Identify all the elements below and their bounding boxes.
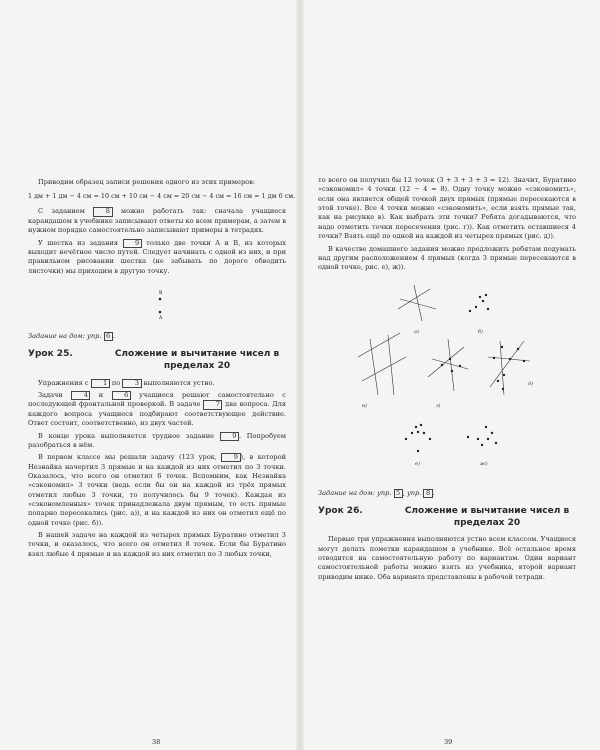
two-points-figure	[126, 284, 186, 324]
exercise-box: 8	[93, 207, 112, 216]
exercise-box: 3	[122, 379, 141, 388]
first-class-paragraph: В первом классе мы решали задачу (123 урок, 9 ), в которой Незнайка начертил 3 прямые и на каждой из них отметил по 3 точки. Оказалось, что всего он отметил 6 точек. Вспомним, как Незнайка «сэкономил» 3 точки (ведь если бы он на каждой из трёх прямых отметил любые 3 точки, то получилось бы 9 точек). Каждая из «сэкономленных» точек принадлежала двум прямым, то есть прямые попарно пересекались (рис. а)), и на каждой из них он отметил ещё по одной точке (рис. б)).	[28, 453, 286, 527]
intro-paragraph: Приводим образец записи решения одного из этих примеров:	[38, 178, 256, 186]
figure-v	[358, 333, 406, 395]
tasks-paragraph: Задачи 4 и 6 учащиеся решают самостоятельно с последующей фронтальной проверкой. В задаче 7 два вопроса. Для каждого вопроса учащиеся подбирают соответствующее действие. Ответ состоит, соответственно, из двух частей.	[28, 391, 286, 428]
exercise-box: 1	[91, 379, 110, 388]
homework-suggestion-paragraph: В качестве домашнего задания можно предложить ребятам подумать над другим расположением 4 прямых (когда 3 прямые пересекаются в одной точке, рис. е), ж)).	[318, 244, 576, 272]
homework-line: Задание на дом: упр. 5 , упр. 8 .	[318, 488, 435, 497]
exercises-paragraph: Упражнения с 1 по 3 выполняются устно.	[38, 378, 215, 387]
figure-g	[428, 339, 468, 391]
point-label-b: B	[159, 290, 163, 296]
sample-equation: 1 дм + 1 дм − 4 см = 10 см + 10 см − 4 см = 20 см − 4 см = 16 см = 1 дм 6 см.	[28, 192, 296, 201]
exercise-box: 6	[104, 332, 113, 341]
figure-label-v: в)	[362, 402, 367, 409]
lines-figures	[318, 277, 576, 485]
point-b	[159, 298, 162, 301]
figure-a	[398, 285, 436, 321]
lesson-title: Сложение и вычитание чисел в пределах 20	[404, 505, 570, 528]
homework-line: Задание на дом: упр. 6 .	[28, 331, 115, 340]
lesson-number: Урок 26.	[318, 505, 363, 516]
hard-task-paragraph: В конце урока выполняется трудное задание 9 . Попробуем разобраться в нём.	[28, 431, 286, 449]
lesson-number: Урок 25.	[28, 349, 73, 360]
figure-b	[469, 293, 489, 311]
figure-label-g: г)	[436, 402, 441, 409]
figure-zh	[467, 425, 497, 445]
figure-label-b: б)	[478, 328, 484, 335]
lesson-26-paragraph: Первые три упражнения выполняются устно всем классом. Учащиеся могут делать пометки карандашом в учебнике. Всё остальное время отводится на самостоятельную работу по вариантам. Один вариант самостоятельной работы можно взять из учебника, второй вариант приводим ниже. Оба варианта представлены в рабочей тетради.	[318, 535, 576, 581]
right-page	[318, 176, 576, 585]
point-label-a: A	[159, 315, 163, 321]
lesson-26-heading	[318, 506, 576, 529]
exercise-box: 9	[220, 432, 239, 441]
left-page	[28, 178, 296, 562]
exercise-box: 5	[394, 489, 403, 498]
figure-d	[488, 341, 530, 395]
figure-label-d: д)	[528, 380, 534, 387]
exercise-box: 9	[123, 239, 142, 248]
exercise-box: 7	[203, 400, 222, 409]
our-task-paragraph: В нашей задаче на каждой из четырех прямых Буратино отметил 3 точки, и оказалось, что всего он отметил 8 точек. Если бы Буратино взял любые 4 прямые и на каждой из них отметил по 3 любых точки,	[28, 531, 286, 558]
lesson-title: Сложение и вычитание чисел в пределах 20	[114, 349, 280, 372]
point-a	[159, 311, 162, 314]
figure-e	[405, 423, 431, 451]
exercise-box: 6	[112, 391, 131, 400]
lesson-25-heading	[28, 349, 286, 372]
figure-label-a: а)	[414, 328, 419, 335]
figure-label-zh: ж)	[480, 460, 488, 467]
continuation-paragraph: то всего он получил бы 12 точек (3 + 3 + 3 + 3 = 12). Значит, Буратино «сэкономил» 4 точки (12 − 4 = 8). Одну точку можно «сэкономить», если она является общей точкой двух прямых (прямые пересекаются в этой точке). Все 4 точки можно «сэкономить», если взять прямые так, как на рисунке в). Как выбрать эти точки? Ребята догадываются, что надо отметить точки пересечения (рис. г)). Как отметить оставшиеся 4 точки? Взять ещё по одной на каждой из четырех прямых (рис. д)).	[318, 176, 576, 241]
exercise-box: 9	[221, 453, 240, 462]
exercise-box: 8	[423, 489, 432, 498]
exercise-box: 4	[71, 391, 90, 400]
task8-paragraph: С заданием 8 можно работать так: сначала учащиеся карандашом в учебнике записывают ответы ко всем примерам, а затем в нужном порядке самостоятельно записывают примеры в тетрадях.	[28, 207, 286, 235]
book-gutter	[296, 0, 304, 750]
figure-label-e: е)	[415, 460, 420, 467]
task9-paragraph: У шестка из задания 9 только две точки A и B, из которых выходит нечётное число путей. Следует начинать с одной из них, и при правильном рисовании шестка (не забывать по дороге обводить листочки) мы приходим в другую точку.	[28, 238, 287, 275]
page-number-left: 38	[152, 738, 161, 746]
page-number-right: 39	[444, 738, 453, 746]
